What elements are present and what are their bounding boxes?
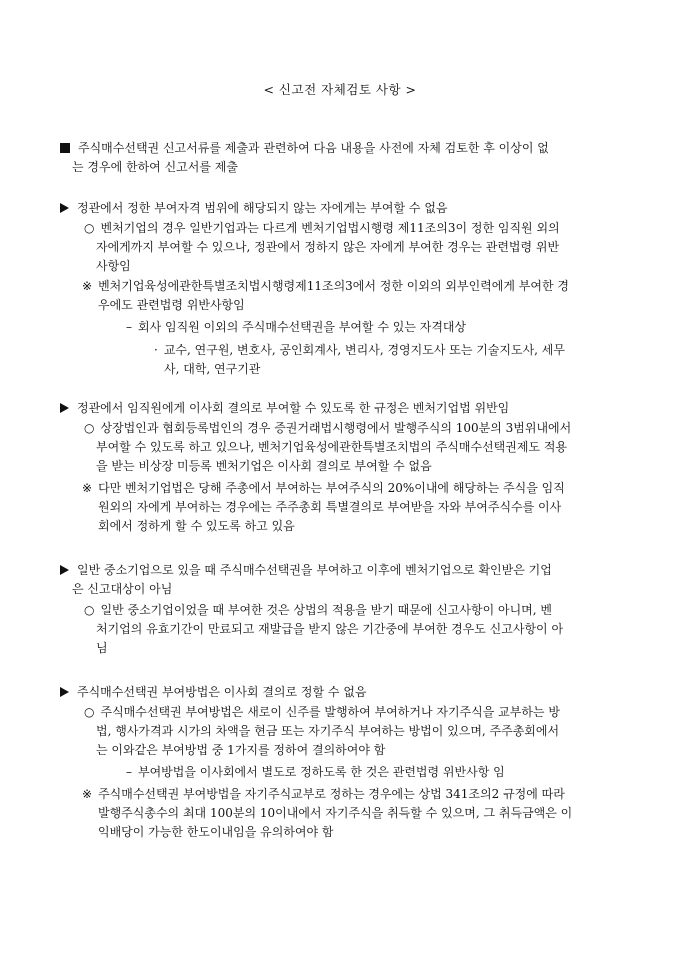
section-4 — [60, 683, 640, 702]
section-heading: 정관에서 정한 부여자격 범위에 해당되지 않는 자에게는 부여할 수 없음 — [60, 199, 640, 218]
intro-line: 주식매수선택권 신고서류를 제출과 관련하여 다음 내용을 사전에 자체 검토한 후 이상이 없 — [78, 141, 549, 155]
reference-mark-icon: ※ — [82, 279, 93, 293]
middle-dot-bullet-icon: · — [154, 343, 158, 357]
circle-bullet-icon: ○ — [84, 221, 95, 235]
page-title: < 신고전 자체검토 사항 > — [263, 82, 417, 97]
section-heading: 정관에서 임직원에게 이사회 결의로 부여할 수 있도록 한 규정은 벤처기업법 위반임 — [60, 399, 640, 418]
dash-bullet-icon: – — [126, 320, 132, 334]
list-item: ※ 벤처기업육성에관한특별조치법시행령제11조의3에서 정한 이외의 외부인력에게 부여한 경 우에도 관련법령 위반사항임 — [82, 279, 569, 312]
triangle-bullet-icon — [60, 403, 69, 413]
list-item: ○ 일반 중소기업이었을 때 부여한 것은 상법의 적용을 받기 때문에 신고사항이 아니며, 벤 처기업의 유효기간이 만료되고 재발급을 받지 않은 기간중에 부여한 경우도 신고사항이 아 님 — [84, 603, 564, 655]
section-2 — [60, 399, 640, 418]
triangle-bullet-icon — [60, 687, 69, 697]
intro-paragraph — [60, 139, 620, 177]
triangle-bullet-icon — [60, 203, 69, 213]
circle-bullet-icon: ○ — [84, 603, 95, 617]
reference-mark-icon: ※ — [82, 481, 93, 495]
intro-line: 는 경우에 한하여 신고서를 제출 — [72, 160, 238, 174]
list-item: ○ 벤처기업의 경우 일반기업과는 다르게 벤처기업법시행령 제11조의3이 정한 임직원 외의 자에게까지 부여할 수 있으나, 정관에서 정하지 않은 자에게 부여한 경우는 관련법령 위반 사항임 — [84, 221, 560, 273]
list-item: ※ 다만 벤처기업법은 당해 주총에서 부여하는 부여주식의 20%이내에 해당하는 주식을 임직 원외의 자에게 부여하는 경우에는 주주총회 특별결의로 부여받을 자와 부여주식수를 이사 회에서 정하게 할 수 있도록 하고 있음 — [82, 481, 565, 533]
section-1 — [60, 199, 640, 218]
list-item: ○ 주식매수선택권 부여방법은 새로이 신주를 발행하여 부여하거나 자기주식을 교부하는 방 법, 행사가격과 시가의 차액을 현금 또는 자기주식 부여하는 방법이 있으며, 주주총회에서 는 이와같은 부여방법 중 1가지를 정하여 결의하여야 함 — [84, 705, 560, 757]
section-heading: 일반 중소기업으로 있을 때 주식매수선택권을 부여하고 이후에 벤처기업으로 확인받은 기업 — [60, 561, 640, 580]
list-item: ※ 주식매수선택권 부여방법을 자기주식교부로 정하는 경우에는 상법 341조의2 규정에 따라 발행주식총수의 최대 100분의 10이내에서 자기주식을 취득할 수 있으며, 그 취득금액은 이 익배당이 가능한 한도이내임을 유의하여야 함 — [82, 787, 573, 839]
list-item: · 교수, 연구원, 변호사, 공인회계사, 변리사, 경영지도사 또는 기술지도사, 세무 사, 대학, 연구기관 — [154, 343, 565, 376]
section-heading: 주식매수선택권 부여방법은 이사회 결의로 정할 수 없음 — [60, 683, 640, 702]
list-item: – 회사 임직원 이외의 주식매수선택권을 부여할 수 있는 자격대상 — [126, 318, 626, 337]
list-item: ○ 상장법인과 협회등록법인의 경우 증권거래법시행령에서 발행주식의 100분의 3범위내에서 부여할 수 있도록 하고 있으나, 벤처기업육성에관한특별조치법의 주식매수선택권제도 적용 을 받는 비상장 미등록 벤처기업은 이사회 결의로 부여할 수 없음 — [84, 421, 572, 473]
circle-bullet-icon: ○ — [84, 421, 95, 435]
circle-bullet-icon: ○ — [84, 705, 95, 719]
dash-bullet-icon: – — [126, 765, 132, 779]
section-3: 일반 중소기업으로 있을 때 주식매수선택권을 부여하고 이후에 벤처기업으로 확인받은 기업 은 신고대상이 아님 — [60, 561, 640, 599]
reference-mark-icon: ※ — [82, 787, 93, 801]
triangle-bullet-icon — [60, 565, 69, 575]
list-item: – 부여방법을 이사회에서 별도로 정하도록 한 것은 관련법령 위반사항 임 — [126, 763, 626, 782]
square-bullet-icon — [60, 143, 70, 153]
